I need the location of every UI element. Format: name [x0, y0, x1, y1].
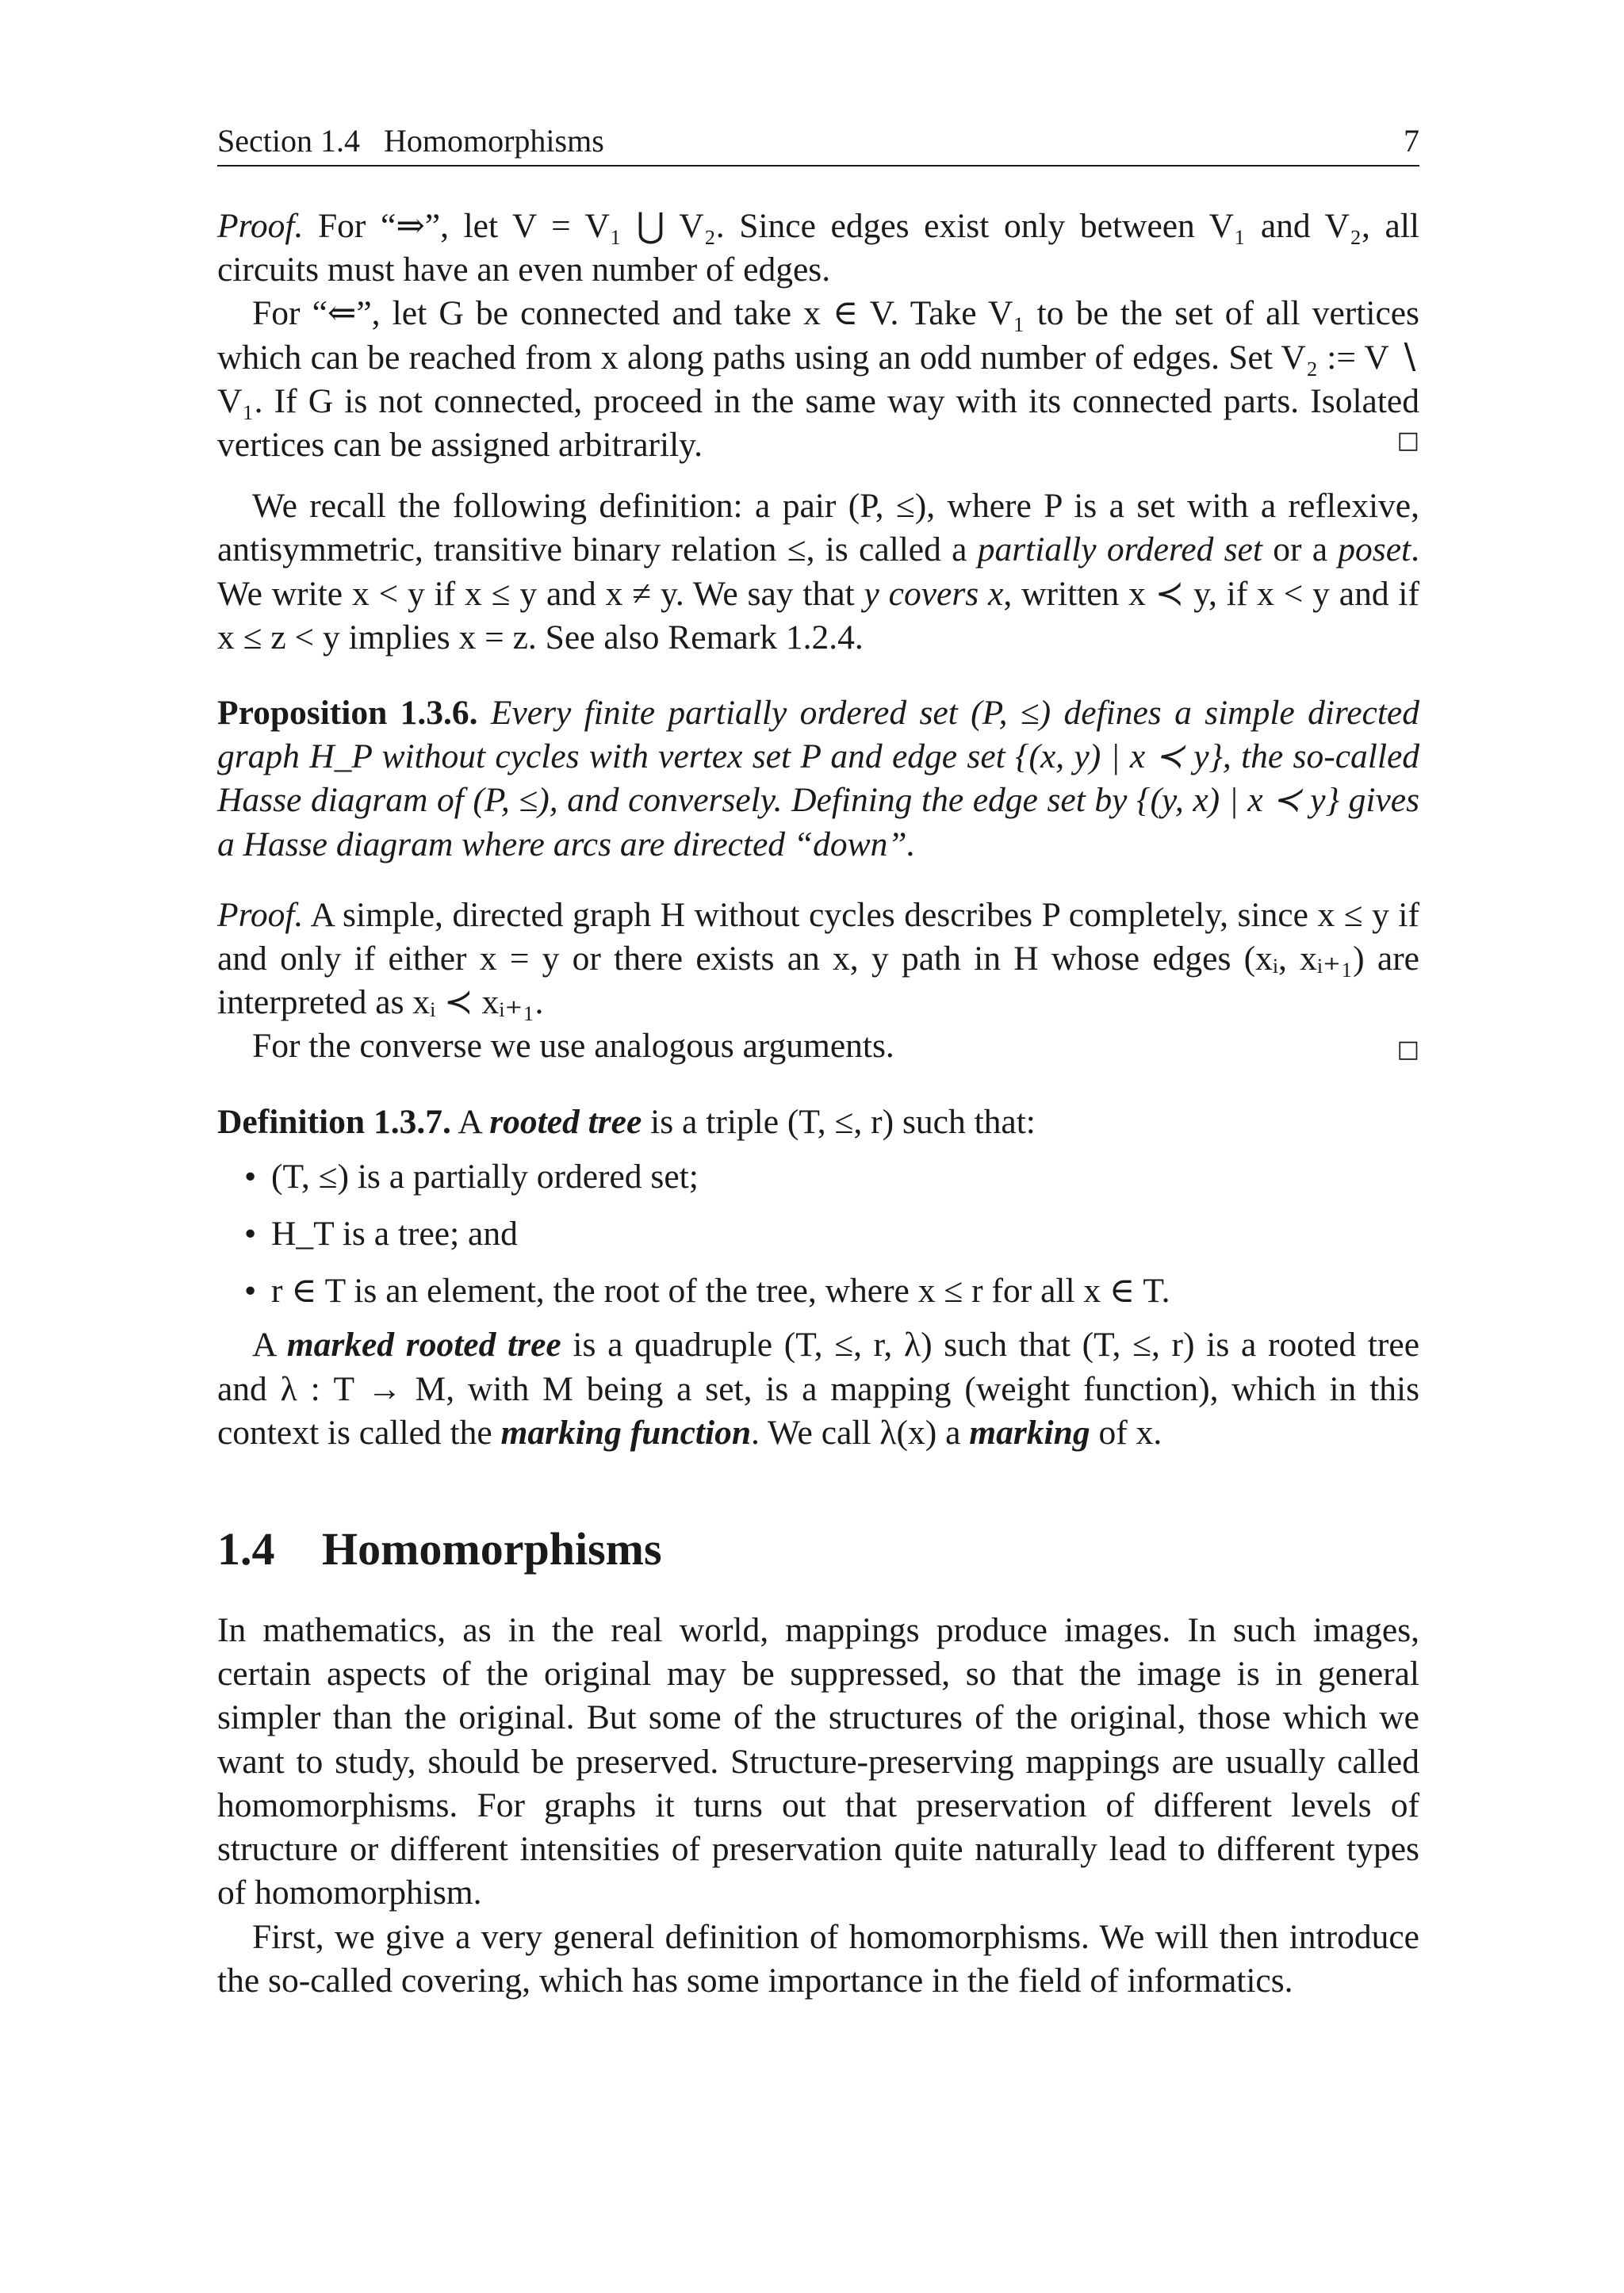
definition-term: rooted tree [489, 1102, 642, 1141]
poset-text-1: We recall the following definition: a pair (P, ≤), where P is a set with a reflexive, antisymmetric, transitive binary relation ≤, is called a [217, 487, 1419, 569]
definition-intro [217, 1101, 1419, 1144]
marked-term: marked rooted tree [286, 1326, 561, 1365]
definition-text-b: is a triple (T, ≤, r) such that: [642, 1102, 1036, 1141]
proposition-label: Proposition 1.3.6. [217, 694, 478, 733]
qed-square-icon: □ [1396, 1035, 1419, 1064]
running-head-section: Section 1.4 Homomorphisms [217, 123, 604, 159]
poset-text-4: , written x ≺ y, if x < y and if x ≤ z < y implies x = z. See also Remark 1.2.4. [217, 574, 1419, 657]
definition-label: Definition 1.3.7. [217, 1102, 451, 1141]
marked-text-a: A [252, 1326, 287, 1365]
marking-term: marking [969, 1413, 1090, 1452]
qed-square-icon: □ [1396, 427, 1419, 455]
poset-term-1: partially ordered set [977, 530, 1262, 569]
proof-hasse [217, 894, 1419, 1069]
proof2-label: Proof. [217, 895, 304, 934]
section-paragraph-2: First, we give a very general definition of homomorphisms. We will then introduce the so-called covering, which has some importance in the field of informatics. [217, 1917, 1419, 2000]
marking-function-term: marking function [500, 1413, 752, 1452]
proof2-paragraph-1 [217, 894, 1419, 1025]
poset-term-2: poset [1338, 530, 1411, 569]
section-paragraph-1: In mathematics, as in the real world, mappings produce images. In such images, certain aspects of the original may be suppressed, so that the image is in general simpler than the original. But some of the structures of the original, those which we want to study, should be preserved. Structure-preserving mappings are usually called homomorphisms. For graphs it turns out that preservation of different levels of structure or different intensities of preservation quite naturally lead to different types of homomorphism. [217, 1611, 1419, 1912]
marked-text-d: of x. [1090, 1413, 1162, 1452]
definition-text-a: A [458, 1102, 490, 1141]
poset-term-3: y covers x [864, 574, 1004, 613]
page-number: 7 [1404, 123, 1419, 159]
poset-text-2: or a [1262, 530, 1339, 569]
definition-1-3-7 [217, 1101, 1419, 1455]
list-item: • r ∈ T is an element, the root of the tree, where x ≤ r for all x ∈ T. [217, 1269, 1419, 1313]
poset-text-3: . We write x < y if x ≤ y and x ≠ y. We say that [217, 530, 1419, 613]
marked-tree-paragraph [217, 1323, 1419, 1455]
poset-paragraph [217, 484, 1419, 660]
list-item: • H_T is a tree; and [217, 1212, 1419, 1256]
proof-bipartite [217, 205, 1420, 465]
proof-text-1: For “⇒”, let V = V₁ ⋃ V₂. Since edges exist only between V₁ and V₂, all circuits must have an even number of edges. [217, 207, 1420, 289]
definition-bullet-list [217, 1155, 1419, 1314]
list-item: • (T, ≤) is a partially ordered set; [217, 1155, 1419, 1199]
proof-paragraph-2: For “⇐”, let G be connected and take x ∈ V. Take V₁ to be the set of all vertices which can be reached from x along paths using an odd number of edges. Set V₂ := V ∖ V₁. If G is not connected, proceed in the same way with its connected parts. Isolated vertices can be assigned arbitrarily. [217, 294, 1419, 465]
proof-label: Proof. [217, 207, 304, 245]
section-title: Homomorphisms [322, 1523, 662, 1575]
marked-text-c: . We call λ(x) a [751, 1413, 970, 1452]
section-number: 1.4 [217, 1523, 275, 1575]
page [217, 119, 1419, 2003]
proposition-1-3-6 [217, 691, 1419, 867]
marked-text-b: is a quadruple (T, ≤, r, λ) such that (T, ≤, r) is a rooted tree and λ : T → M, with M being a set, is a mapping (weight function), which in this context is called the [217, 1326, 1420, 1452]
proposition-body: Every finite partially ordered set (P, ≤) defines a simple directed graph H_P without cycles with vertex set P and edge set {(x, y) | x ≺ y}, the so-called Hasse diagram of (P, ≤), and conversely. Defining the edge set by {(y, x) | x ≺ y} gives a Hasse diagram where arcs are directed “down”. [217, 694, 1419, 863]
proof2-paragraph-2: For the converse we use analogous arguments. [252, 1027, 894, 1066]
proof-paragraph-1 [217, 205, 1419, 292]
running-head [217, 119, 1419, 167]
section-heading [217, 1522, 1419, 1577]
proof2-text-1: A simple, directed graph H without cycles describes P completely, since x ≤ y if and only if either x = y or there exists an x, y path in H whose edges (xᵢ, xᵢ₊₁) are interpreted as xᵢ ≺ xᵢ₊₁. [217, 895, 1419, 1022]
